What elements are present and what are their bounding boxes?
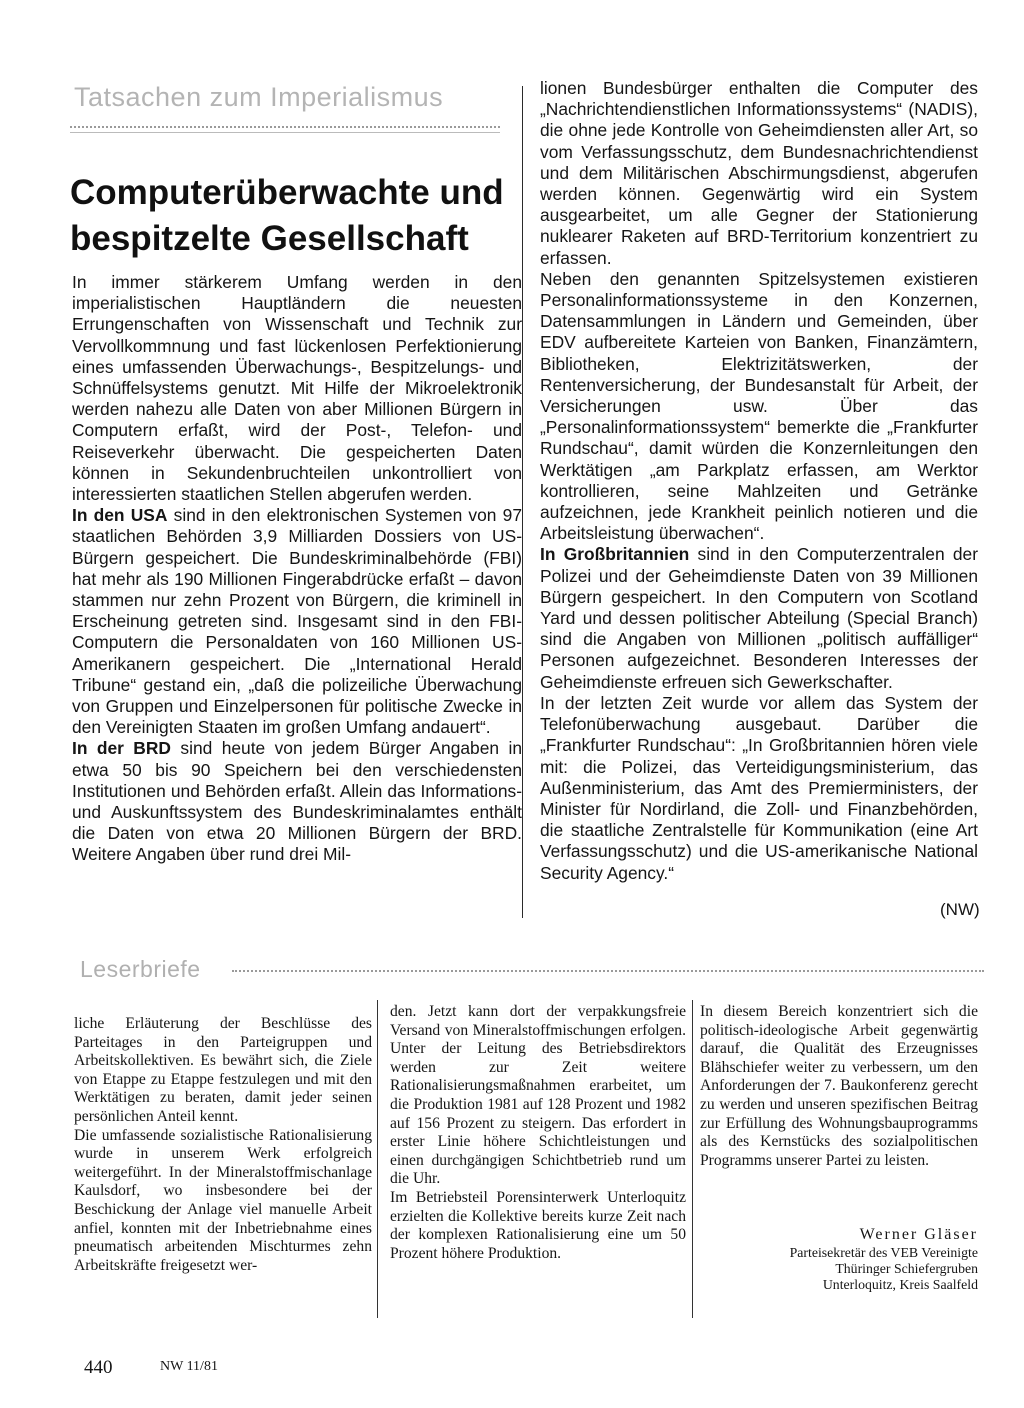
article-signature: (NW) xyxy=(940,900,980,919)
section-kicker: Tatsachen zum Imperialismus xyxy=(74,82,444,112)
letter-paragraph: den. Jetzt kann dort der verpakkungsfreie Versand von Mineralstoffmischungen erfolgen. Unter der Leitung des Betriebsdirektors werden zur Zeit weitere Rationalisierungsmaßnahmen erarbeitet, um die Produktion 1981 auf 128 Prozent und 1982 auf 156 Prozent zu steigern. Das erfordert in erster Linie höhere Schichtleistungen und einen durchgängigen Schichtbetrieb rund um die Uhr. xyxy=(390,1003,686,1188)
letter-paragraph: liche Erläuterung der Beschlüsse des Parteitages in den Parteigruppen und Arbeitskollektiven. Es bewährt sich, die Ziele von Etappe zu Etappe festzulegen und mit den Werktätigen zu beraten, damit jeder seinen persönlichen Anteil kennt. xyxy=(74,1015,372,1125)
nadis-paragraph: lionen Bundesbürger enthalten die Computer des „Nachrichtendienstlichen Informationssystems“ (NADIS), die ohne jede Kontrolle von Geheimdiensten aller Art, so vom Verfassungsschutz, dem Bundesnachrichtendienst und dem Militärischen Abschirmungsdienst, abgerufen werden können. Gegenwärtig wird ein System ausgearbeitet, um alle Gegner der Stationierung nuklearer Raketen auf BRD-Territorium konzentriert zu erfassen. xyxy=(540,78,978,268)
letter-paragraph: Im Betriebsteil Porensinterwerk Unterloquitz erzielten die Kollektive bereits kurze Zeit nach der komplexen Rationalisierung eine um 50 Prozent höhere Produktion. xyxy=(390,1188,686,1262)
kicker-rule xyxy=(70,126,500,133)
brd-text: sind heute von jedem Bürger Angaben in etwa 50 bis 90 Speichern bei den verschiedensten Institutionen und Behörden erfaßt. Allein das Informations- und Auskunftssystem des Bundeskriminalamtes enthält die Daten von etwa 20 Millionen Bürgern der BRD. Weitere Angaben über rund drei Mil- xyxy=(72,738,523,865)
brd-lead: In der BRD xyxy=(72,738,171,759)
brd-paragraph xyxy=(72,738,522,865)
letter-author xyxy=(720,1225,978,1293)
letters-divider xyxy=(377,1000,378,1318)
usa-paragraph xyxy=(72,505,522,738)
author-location: Unterloquitz, Kreis Saalfeld xyxy=(822,1277,978,1292)
author-title: Parteisekretär des VEB Vereinigte xyxy=(789,1245,978,1260)
usa-lead: In den USA xyxy=(72,505,168,526)
column-divider xyxy=(522,86,523,918)
letter-paragraph: Die umfassende sozialistische Rationalisierung wurde in unserem Werk erfolgreich weitergeführt. In der Mineralstoffmischanlage Kaulsdorf, wo insbesondere bei der Beschickung der Anlage viel manuelle Arbeit anfiel, konnten mit der Inbetriebnahme eines pneumatisch arbeitenden Mischturmes zehn Arbeitskräfte freigesetzt wer- xyxy=(74,1126,372,1274)
telephone-paragraph: In der letzten Zeit wurde vor allem das System der Telefonüberwachung ausgebaut. Darüber die „Frankfurter Rundschau“: „In Großbritannien hören viele mit: die Polizei, das Verteidigungsministerium, das Außenministerium, das Amt des Premierministers, der Minister für Nordirland, die Zoll- und Finanzbehörden, die staatliche Zentralstelle für Kommunikation (eine Art Verfassungsschutz) und die US-amerikanische National Security Agency.“ xyxy=(540,692,978,883)
article-right-column xyxy=(540,78,978,884)
letter-paragraph: In diesem Bereich konzentriert sich die politisch-ideologische Arbeit gegenwärtig darauf, die Qualität des Erzeugnisses Blähschiefer weiter zu verbessern, um den Anforderungen der 7. Baukonferenz gerecht zu werden und unseren spezifischen Beitrag zur Erfüllung des Wohnungsbauprogramms als des Kernstücks des sozialpolitischen Programms unserer Partei zu leisten. xyxy=(700,1003,978,1169)
letter-column-2 xyxy=(390,1003,686,1263)
issue-label: NW 11/81 xyxy=(160,1359,218,1374)
page-number: 440 xyxy=(84,1357,113,1378)
usa-text: sind in den elektronischen Systemen von 97 staatlichen Behörden 3,9 Milliarden Dossiers von US-Bürgern gespeichert. Die Bundeskriminalbehörde (FBI) hat mehr als 190 Millionen Fingerabdrücke erfaßt – davon stammen nur zehn Prozent von Bürgern, die kriminell in Erscheinung getreten sind. Insgesamt sind in den FBI-Computern die Personaldaten von 160 Millionen US-Amerikanern gespeichert. Die „International Herald Tribune“ gestand ein, „daß die polizeiliche Überwachung von Gruppen und Einzelpersonen für politische Zwecke in den Vereinigten Staaten im großen Umfang andauert“. xyxy=(72,505,522,738)
letters-rule xyxy=(232,970,984,975)
intro-paragraph: In immer stärkerem Umfang werden in den imperialistischen Hauptländern die neuesten Errungenschaften von Wissenschaft und Technik zur Vervollkommnung und fast lückenlosen Perfektionierung eines umfassenden Überwachungs-, Bespitzelungs- und Schnüffelsystems genutzt. Mit Hilfe der Mikroelektronik werden nahezu alle Daten von aber Millionen Bürgern in Computern erfaßt, wird der Post-, Telefon- und Reiseverkehr überwacht. Die gespeicherten Daten können in Sekundenbruchteilen unkontrolliert von interessierten staatlichen Stellen abgerufen werden. xyxy=(72,272,522,505)
article-headline: Computerüberwachte und bespitzelte Gesellschaft xyxy=(70,173,504,258)
personal-systems-paragraph: Neben den genannten Spitzelsystemen existieren Personalinformationssysteme in den Konzernen, Datensammlungen in Ländern und Gemeinden, über EDV aufbereitete Karteien von Banken, Finanzämtern, Bibliotheken, Elektrizitätswerken, der Rentenversicherung, der Bundesanstalt für Arbeit, der Versicherungen usw. Über das „Personalinformationssystem“ bemerkte die „Frankfurter Rundschau“, damit würden die Konzernleitungen den Werktätigen „am Parkplatz erfassen, am Werktor kontrollieren, seine Mahlzeiten und Getränke aufzeichnen, jede Krankheit peinlich notieren und die Arbeitsleistung überwachen“. xyxy=(540,268,978,544)
article-left-column xyxy=(72,272,522,866)
letter-column-1 xyxy=(74,1015,372,1275)
letters-section-label: Leserbriefe xyxy=(80,956,201,982)
uk-text: sind in den Computerzentralen der Polizei und der Geheimdienste Daten von 39 Millionen Bürgern gespeichert. In den Computern von Scotland Yard und dessen politischer Abteilung (Special Branch) sind die Angaben von Millionen „politisch auffälliger“ Personen aufgezeichnet. Besonderen Interesses der Geheimdienste erfreuen sich Gewerkschafter. xyxy=(540,544,978,692)
author-organization: Thüringer Schiefergruben xyxy=(835,1261,978,1276)
letters-divider xyxy=(692,1000,693,1318)
letter-column-3 xyxy=(700,1003,978,1170)
uk-paragraph xyxy=(540,544,978,692)
uk-lead: In Großbritannien xyxy=(540,544,690,565)
author-name: Werner Gläser xyxy=(859,1226,978,1243)
